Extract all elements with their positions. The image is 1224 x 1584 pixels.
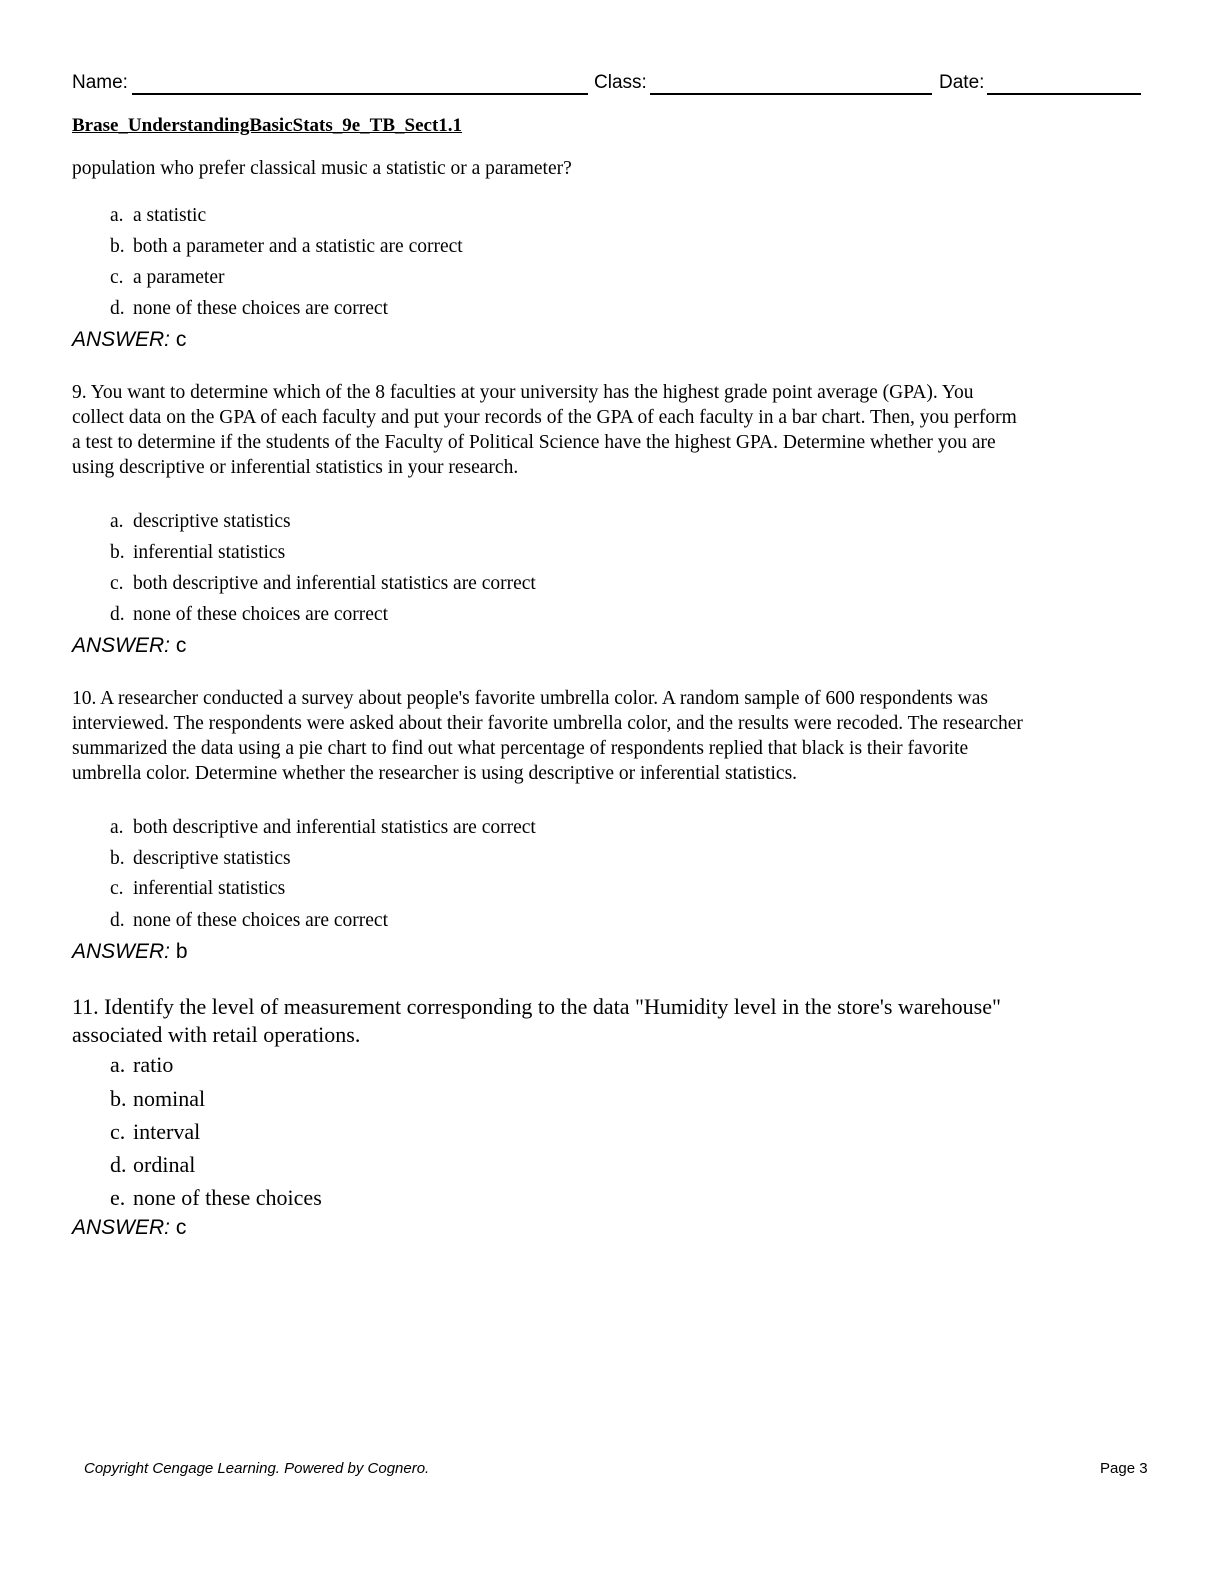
option-letter: b. (110, 1086, 127, 1111)
option-text: none of these choices (133, 1185, 322, 1210)
answer-value: c (175, 634, 187, 657)
answer-option (110, 542, 285, 564)
answer-option (110, 878, 285, 900)
answer-label: ANSWER: (72, 634, 171, 657)
date-field-line (987, 93, 1141, 95)
option-letter: a. (110, 205, 124, 226)
answer-value: c (175, 1216, 187, 1239)
option-letter: a. (110, 511, 124, 532)
date-label: Date: (939, 72, 985, 93)
option-text: both descriptive and inferential statistics are correct (133, 573, 536, 594)
option-text: ordinal (133, 1152, 196, 1177)
option-letter: c. (110, 1119, 126, 1144)
option-text: both a parameter and a statistic are correct (133, 236, 463, 257)
answer-line (72, 328, 186, 352)
question-text-line: umbrella color. Determine whether the researcher is using descriptive or inferential statistics. (72, 763, 798, 784)
question-text-line: interviewed. The respondents were asked about their favorite umbrella color, and the results were recoded. The researcher (72, 713, 1023, 734)
answer-label: ANSWER: (72, 940, 171, 963)
option-text: a parameter (133, 267, 225, 288)
option-text: none of these choices are correct (133, 604, 388, 625)
answer-option (110, 848, 291, 870)
page-number: Page 3 (1100, 1460, 1148, 1477)
question-text-line: 9. You want to determine which of the 8 faculties at your university has the highest grade point average (GPA). You (72, 382, 974, 403)
answer-option (110, 236, 463, 258)
answer-option (110, 817, 536, 839)
option-text: both descriptive and inferential statistics are correct (133, 817, 536, 838)
name-label: Name: (72, 72, 128, 93)
option-text: none of these choices are correct (133, 910, 388, 931)
option-text: nominal (133, 1086, 206, 1111)
option-letter: b. (110, 848, 125, 869)
option-letter: c. (110, 267, 124, 288)
answer-line (72, 1216, 186, 1240)
option-letter: c. (110, 573, 124, 594)
option-text: inferential statistics (133, 542, 286, 563)
option-text: inferential statistics (133, 878, 286, 899)
answer-value: c (175, 328, 187, 351)
option-letter: d. (110, 910, 125, 931)
question-text-line: a test to determine if the students of the Faculty of Political Science have the highest GPA. Determine whether you are (72, 432, 996, 453)
class-field-line (650, 93, 932, 95)
answer-value: b (175, 940, 188, 963)
option-letter: b. (110, 542, 125, 563)
answer-option (110, 573, 536, 595)
document-title: Brase_UnderstandingBasicStats_9e_TB_Sect1.1 (72, 115, 463, 136)
option-text: none of these choices are correct (133, 298, 388, 319)
answer-option (110, 1086, 205, 1112)
option-letter: c. (110, 878, 124, 899)
name-field-line (132, 93, 588, 95)
answer-option (110, 910, 388, 932)
answer-option (110, 1152, 195, 1178)
answer-option (110, 1119, 200, 1145)
option-letter: b. (110, 236, 125, 257)
answer-option (110, 604, 388, 626)
answer-option (110, 1052, 173, 1078)
option-letter: a. (110, 817, 124, 838)
question-text-line: summarized the data using a pie chart to find out what percentage of respondents replied that black is their favorite (72, 738, 969, 759)
question-text-line: associated with retail operations. (72, 1022, 361, 1047)
question-text-line: using descriptive or inferential statistics in your research. (72, 457, 519, 478)
answer-option (110, 511, 291, 533)
option-text: descriptive statistics (133, 848, 291, 869)
answer-line (72, 634, 186, 658)
option-letter: d. (110, 604, 125, 625)
question-text-line: population who prefer classical music a statistic or a parameter? (72, 158, 572, 179)
answer-option (110, 1185, 322, 1211)
question-text-line: 11. Identify the level of measurement corresponding to the data "Humidity level in the store's warehouse" (72, 994, 1001, 1019)
option-letter: a. (110, 1052, 126, 1077)
class-label: Class: (594, 72, 647, 93)
answer-line (72, 940, 188, 964)
option-letter: d. (110, 298, 125, 319)
copyright-footer: Copyright Cengage Learning. Powered by Cognero. (84, 1460, 430, 1477)
option-text: descriptive statistics (133, 511, 291, 532)
option-letter: e. (110, 1185, 126, 1210)
option-text: interval (133, 1119, 201, 1144)
option-text: ratio (133, 1052, 174, 1077)
answer-label: ANSWER: (72, 1216, 171, 1239)
option-letter: d. (110, 1152, 127, 1177)
question-text-line: 10. A researcher conducted a survey about people's favorite umbrella color. A random sample of 600 respondents was (72, 688, 988, 709)
answer-label: ANSWER: (72, 328, 171, 351)
answer-option (110, 298, 388, 320)
answer-option (110, 267, 224, 289)
question-text-line: collect data on the GPA of each faculty and put your records of the GPA of each faculty in a bar chart. Then, you perform (72, 407, 1017, 428)
answer-option (110, 205, 206, 227)
option-text: a statistic (133, 205, 207, 226)
